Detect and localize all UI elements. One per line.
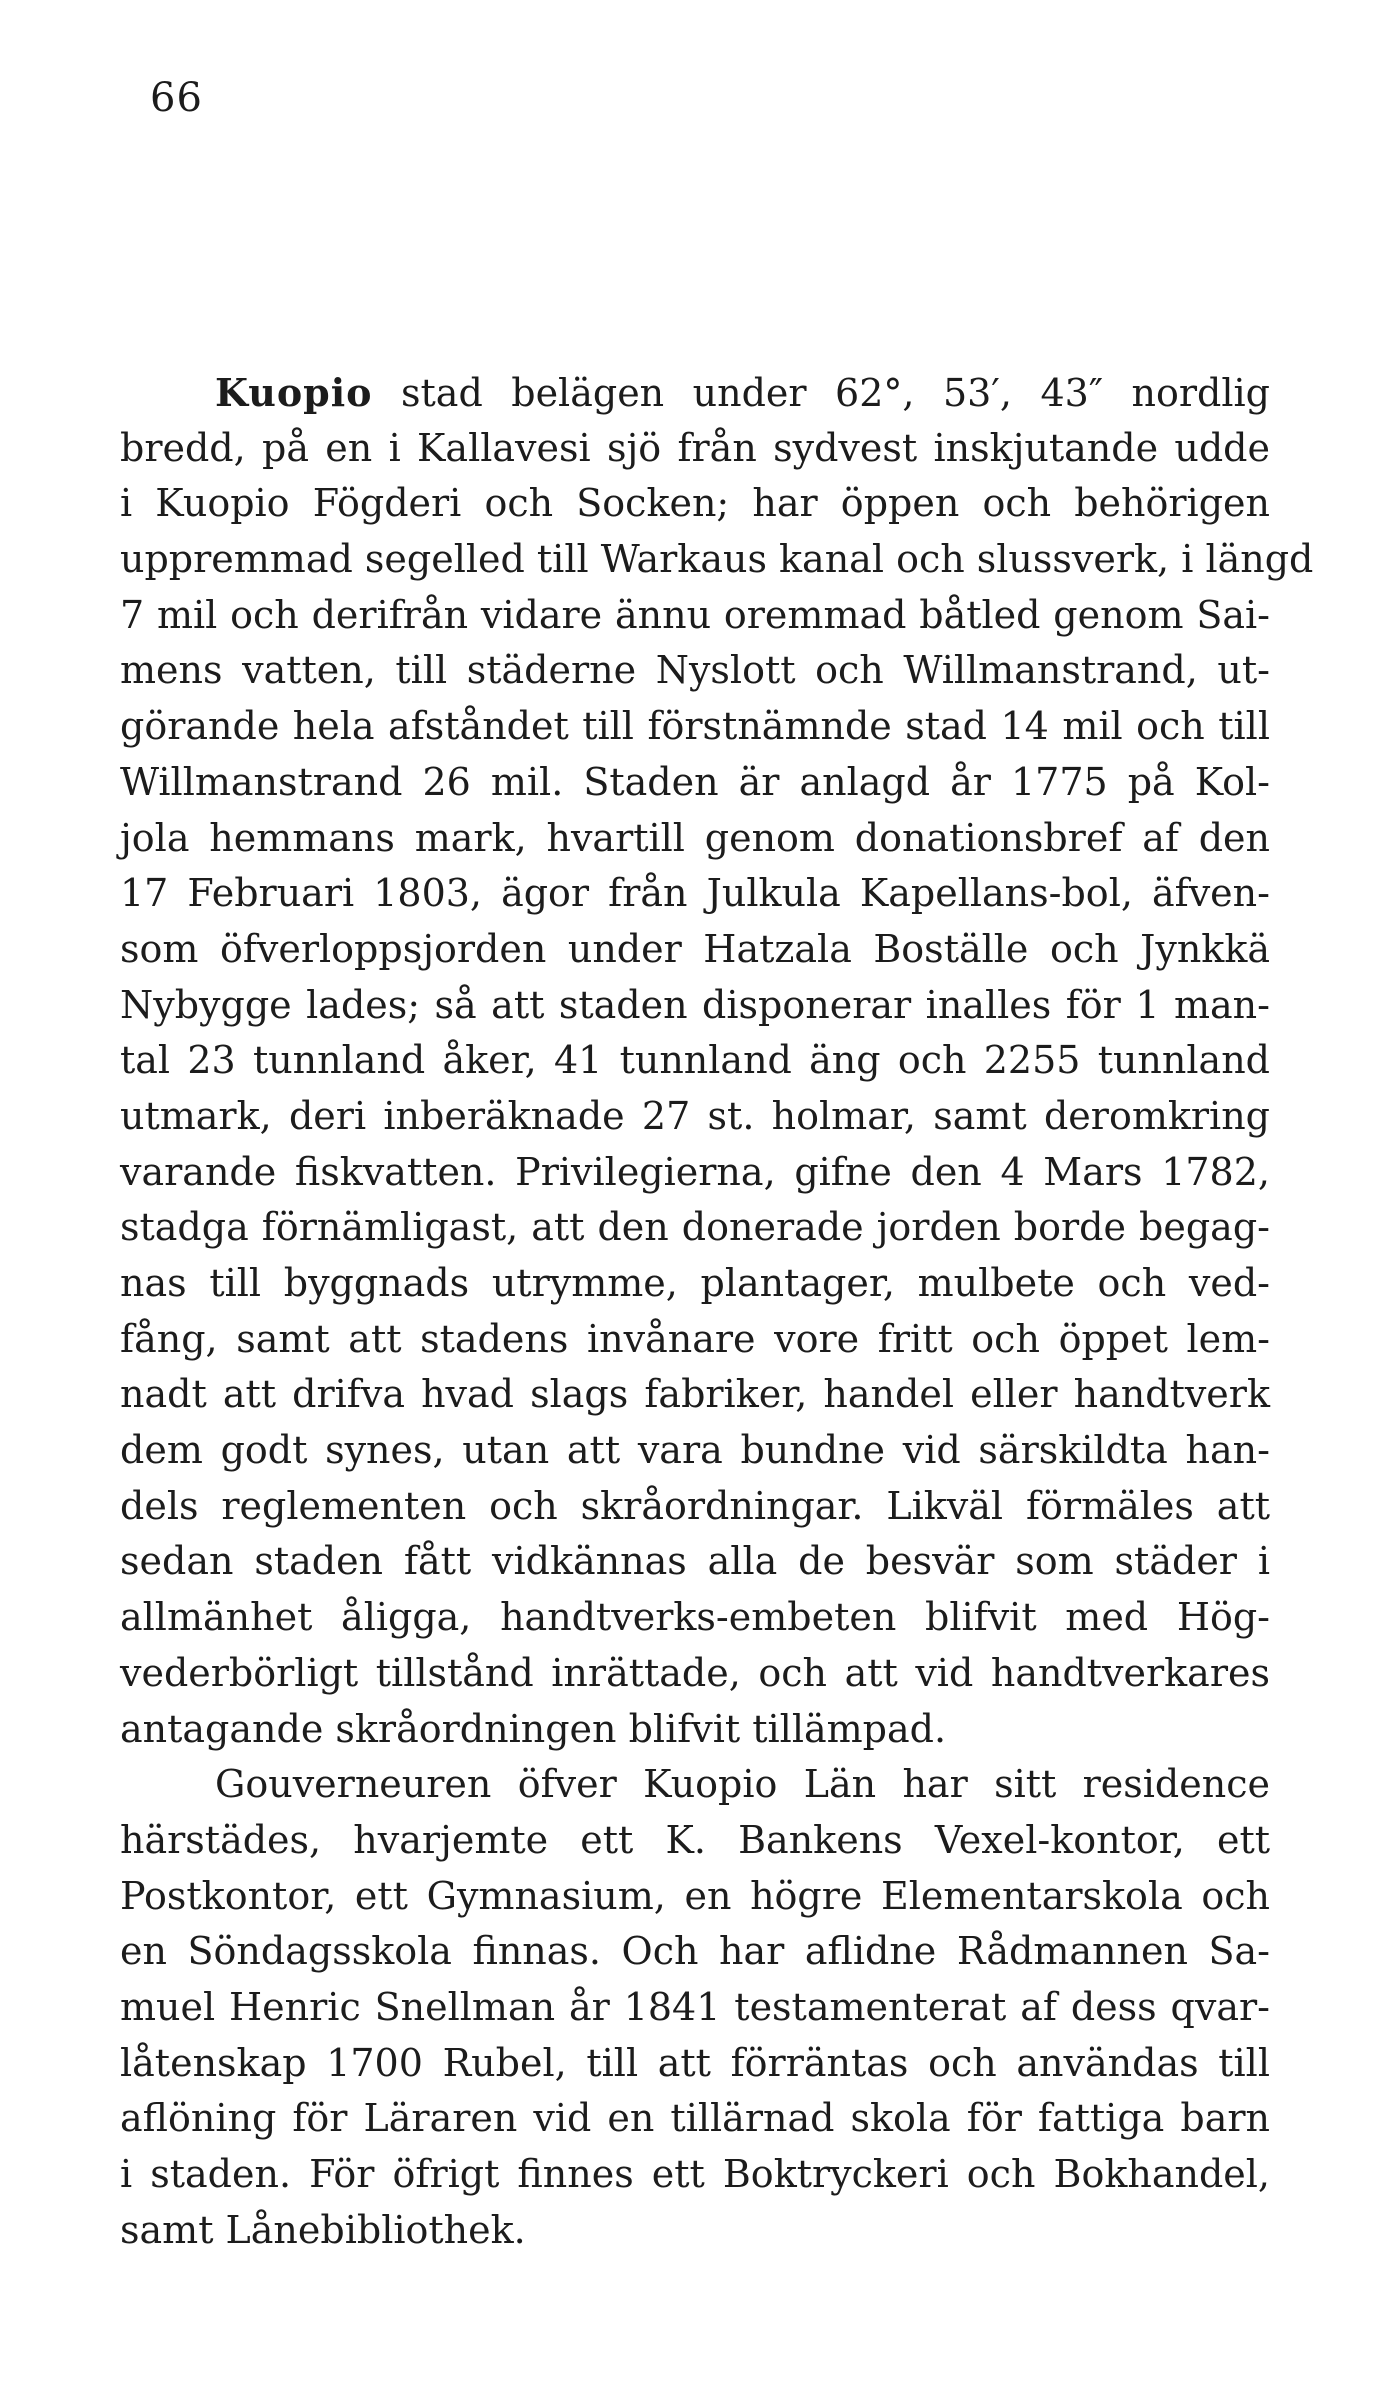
text-line: låtenskap 1700 Rubel, till att förräntas och användas till: [120, 2040, 1270, 2085]
text-line: stadga förnämligast, att den donerade jorden borde begag-: [120, 1205, 1270, 1250]
text-line: nas till byggnads utrymme, plantager, mulbete och ved-: [120, 1261, 1270, 1305]
text-line: dels reglementen och skråordningar. Likväl förmäles att: [120, 1483, 1270, 1528]
page-number: 66: [150, 75, 203, 121]
text-line: som öfverloppsjorden under Hatzala Boställe och Jynkkä: [120, 926, 1270, 971]
text-line: sedan staden fått vidkännas alla de besvär som städer i: [120, 1539, 1270, 1584]
text-line: jola hemmans mark, hvartill genom donationsbref af den: [120, 815, 1270, 860]
text-line: varande fiskvatten. Privilegierna, gifne den 4 Mars 1782,: [120, 1149, 1270, 1194]
text-line: antagande skråordningen blifvit tillämpad.: [120, 1706, 947, 1751]
text-line: Willmanstrand 26 mil. Staden är anlagd år 1775 på Kol-: [120, 759, 1270, 804]
text-line: utmark, deri inberäknade 27 st. holmar, samt deromkring: [120, 1093, 1270, 1138]
text-line: en Söndagsskola finnas. Och har aflidne Rådmannen Sa-: [120, 1929, 1270, 1974]
text-line: Kuopio stad belägen under 62°, 53′, 43″ nordlig: [215, 370, 1270, 415]
text-line: dem godt synes, utan att vara bundne vid särskildta han-: [120, 1428, 1270, 1473]
text-line: uppremmad segelled till Warkaus kanal och slussverk, i längd: [120, 537, 1314, 582]
body-text: [120, 365, 1314, 2258]
text-line: mens vatten, till städerne Nyslott och Willmanstrand, ut-: [120, 648, 1270, 693]
text-line: i staden. För öfrigt finnes ett Boktryckeri och Bokhandel,: [120, 2152, 1270, 2196]
text-line: muel Henric Snellman år 1841 testamenterat af dess qvar-: [120, 1984, 1270, 2029]
text-line: härstädes, hvarjemte ett K. Bankens Vexel-kontor, ett: [120, 1817, 1270, 1862]
text-line: vederbörligt tillstånd inrättade, och att vid handtverkares: [120, 1650, 1270, 1695]
text-line: bredd, på en i Kallavesi sjö från sydvest inskjutande udde: [120, 425, 1270, 470]
text-line: tal 23 tunnland åker, 41 tunnland äng och 2255 tunnland: [120, 1038, 1270, 1083]
text-line: Nybygge lades; så att staden disponerar inalles för 1 man-: [120, 982, 1270, 1027]
text-line: 7 mil och derifrån vidare ännu oremmad båtled genom Sai-: [120, 592, 1270, 637]
text-line: 17 Februari 1803, ägor från Julkula Kapellans-bol, äfven-: [120, 871, 1270, 916]
text-line: görande hela afståndet till förstnämnde stad 14 mil och till: [120, 704, 1270, 749]
text-line: i Kuopio Fögderi och Socken; har öppen och behörigen: [120, 481, 1270, 526]
text-line: nadt att drifva hvad slags fabriker, handel eller handtverk: [120, 1372, 1270, 1417]
text-line: Gouverneuren öfver Kuopio Län har sitt residence: [215, 1762, 1270, 1807]
text-line: samt Lånebibliothek.: [120, 2207, 526, 2252]
text-line: fång, samt att stadens invånare vore fritt och öppet lem-: [120, 1316, 1270, 1361]
text-line: Postkontor, ett Gymnasium, en högre Elementarskola och: [120, 1873, 1270, 1918]
text-line: aflöning för Läraren vid en tillärnad skola för fattiga barn: [120, 2096, 1270, 2141]
text-line: allmänhet åligga, handtverks-embeten blifvit med Hög-: [120, 1595, 1270, 1640]
entry-heading: Kuopio: [215, 370, 373, 415]
